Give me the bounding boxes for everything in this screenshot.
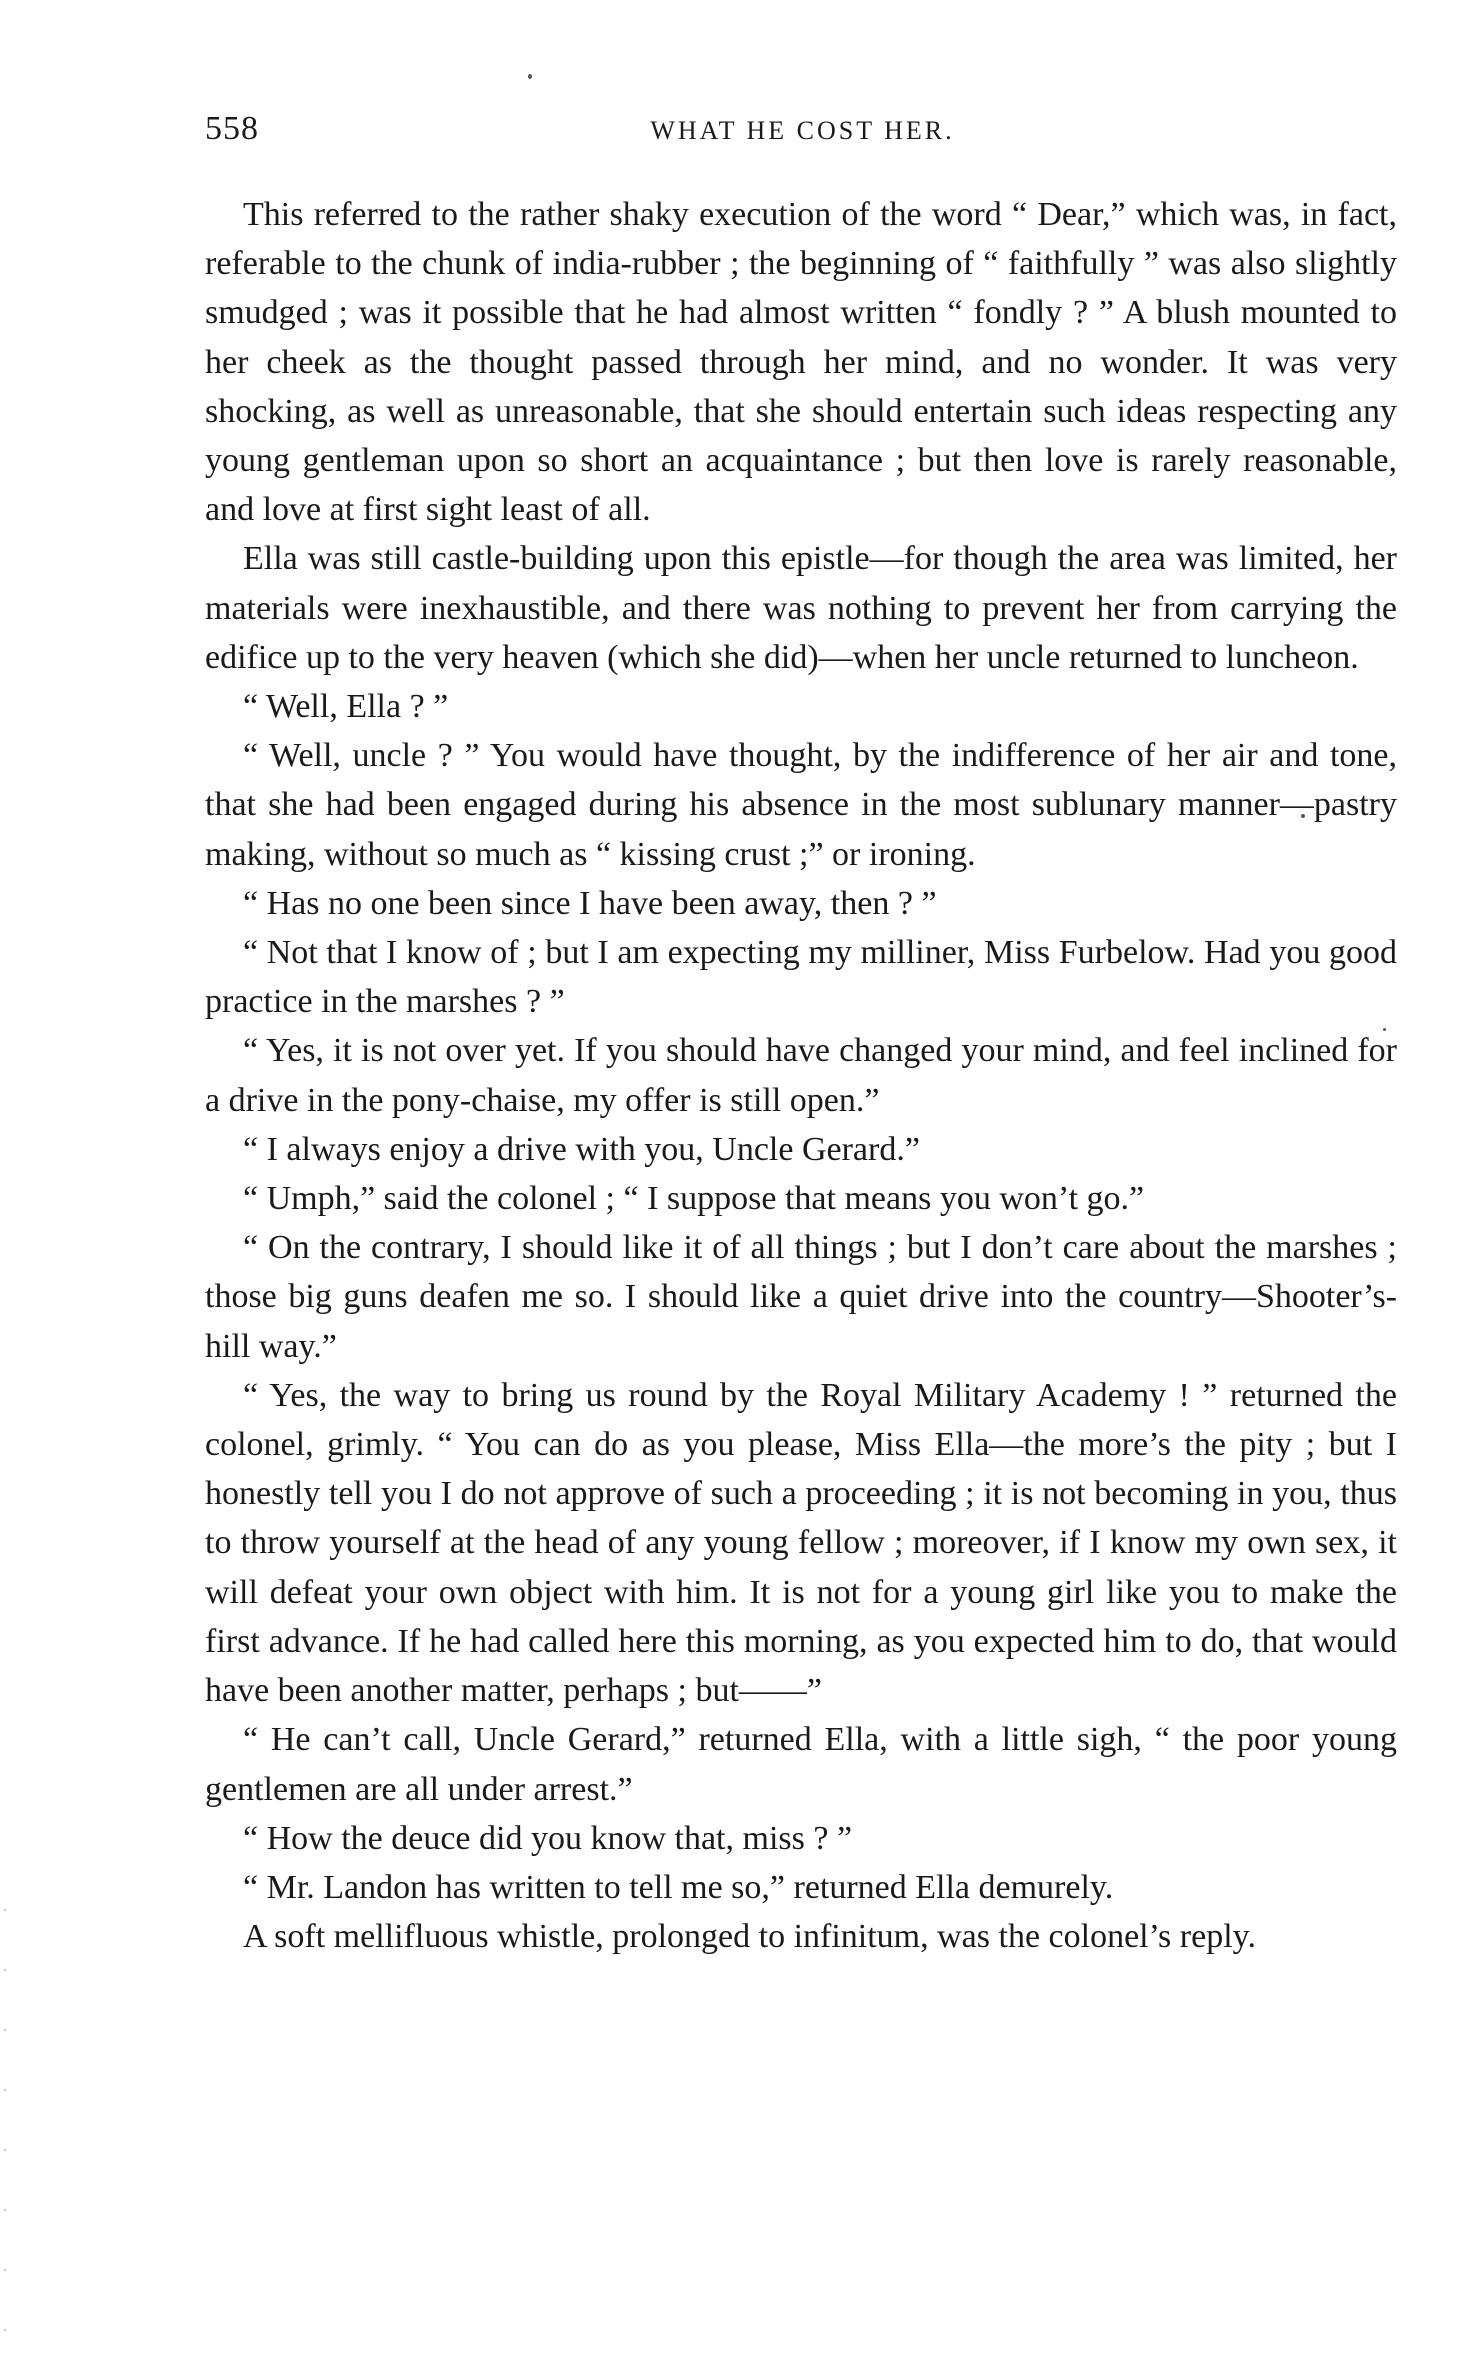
ink-speck [528, 74, 532, 79]
paragraph: “ Umph,” said the colonel ; “ I suppose that means you won’t go.” [243, 1180, 1145, 1218]
paragraph: “ How the deuce did you know that, miss ? ” [243, 1819, 853, 1857]
body-text [205, 190, 1397, 1961]
page-header [205, 110, 1400, 158]
paragraph: “ Mr. Landon has written to tell me so,” returned Ella demurely. [243, 1868, 1114, 1906]
paragraph: A soft mellifluous whistle, prolonged to infinitum, was the colonel’s reply. [243, 1918, 1256, 1956]
paragraph: Ella was still castle-building upon this epistle—for though the area was limited, her materials were inexhaustible, and there was nothing to prevent her from carrying the edifice up to the very heaven (which she did)—when her uncle returned to luncheon. [205, 540, 1397, 676]
paragraph: “ Well, uncle ? ” You would have thought, by the indifference of her air and tone, that she had been engaged during his absence in the most sublunary manner—pastry making, without so much as “ kissing crust ;” or ironing. [205, 737, 1397, 873]
paragraph: This referred to the rather shaky execution of the word “ Dear,” which was, in fact, referable to the chunk of india‑rubber ; the beginning of “ faithfully ” was also slightly smudged ; was it possible that he had almost written “ fondly ? ” A blush mounted to her cheek as the thought passed through her mind, and no wonder. It was very shocking, as well as unreasonable, that she should entertain such ideas respecting any young gentleman upon so short an acquaintance ; but then love is rarely reasonable, and love at first sight least of all. [205, 196, 1397, 529]
paragraph: “ He can’t call, Uncle Gerard,” returned Ella, with a little sigh, “ the poor young gentlemen are all under arrest.” [205, 1721, 1397, 1808]
paragraph: “ Well, Ella ? ” [243, 688, 449, 726]
page-edge-specks [2, 1880, 8, 2360]
page-number: 558 [205, 110, 259, 147]
paragraph: “ Has no one been since I have been away, then ? ” [243, 884, 937, 922]
paragraph: “ Not that I know of ; but I am expecting my milliner, Miss Furbelow. Had you good practice in the marshes ? ” [205, 934, 1397, 1021]
paragraph: “ I always enjoy a drive with you, Uncle Gerard.” [243, 1130, 920, 1168]
paragraph: “ On the contrary, I should like it of all things ; but I don’t care about the marshes ; those big guns deafen me so. I should like a quiet drive into the country—Shooter’s-hill way.” [205, 1229, 1397, 1365]
paragraph: “ Yes, the way to bring us round by the Royal Military Academy ! ” returned the colonel, grimly. “ You can do as you please, Miss Ella—the more’s the pity ; but I honestly tell you I do not approve of such a proceeding ; it is not becoming in you, thus to throw yourself at the head of any young fellow ; moreover, if I know my own sex, it will defeat your own object with him. It is not for a young girl like you to make the first advance. If he had called here this morning, as you expected him to do, that would have been another matter, perhaps ; but——” [205, 1376, 1397, 1710]
running-head: WHAT HE COST HER. [650, 116, 955, 145]
paragraph: “ Yes, it is not over yet. If you should have changed your mind, and feel inclined for a drive in the pony-chaise, my offer is still open.” [205, 1032, 1397, 1119]
